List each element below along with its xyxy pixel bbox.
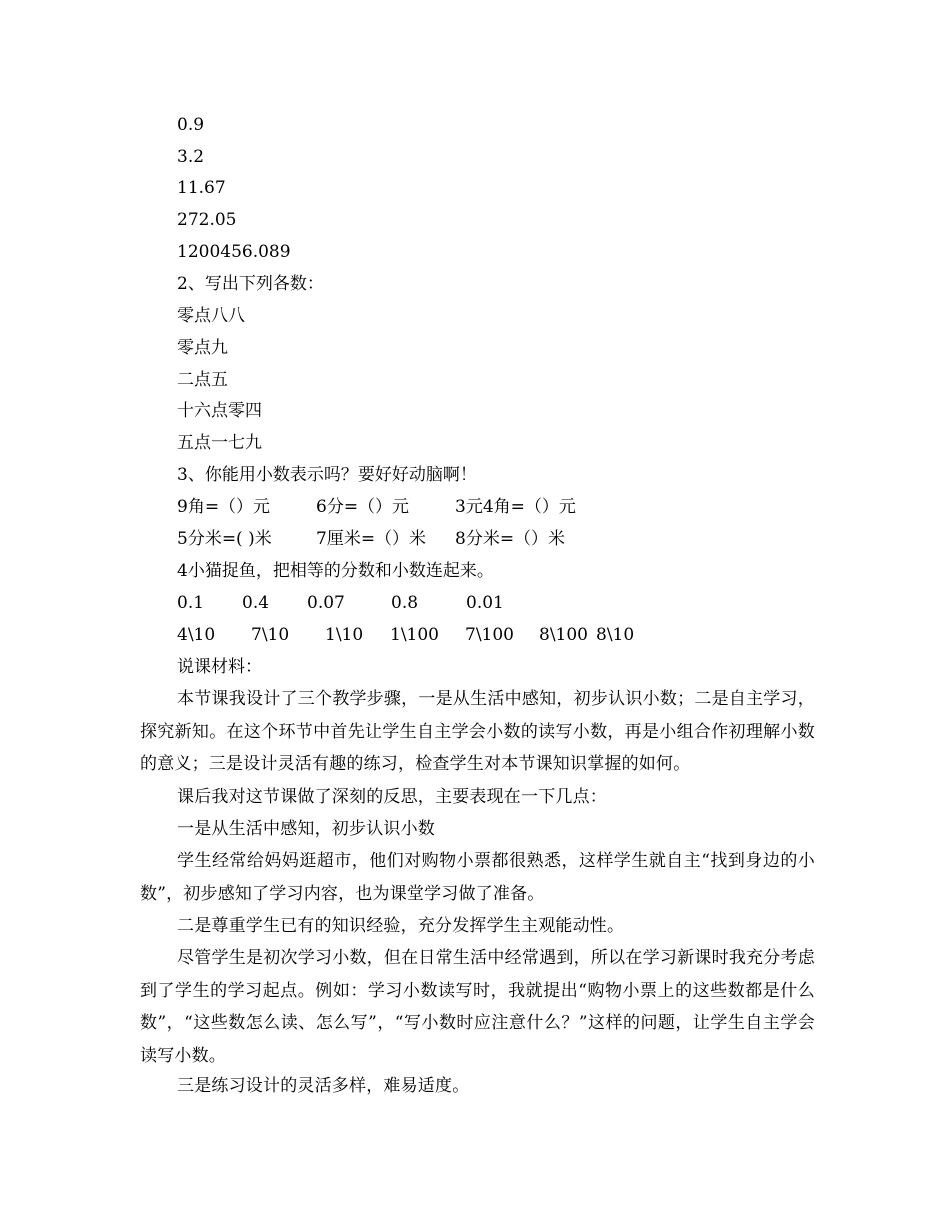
paragraph-point-2: 二是尊重学生已有的知识经验，充分发挥学生主观能动性。 (177, 916, 625, 936)
q4-decimals-row (177, 593, 504, 613)
q3-blank: 7厘米=（）米 (316, 529, 427, 549)
q2-item: 五点一七九 (177, 433, 262, 453)
q3-blank: 6分=（）元 (316, 497, 410, 517)
question-2-title: 2、写出下列各数： (177, 274, 324, 294)
q4-fractions-row (177, 625, 634, 645)
paragraph-reflection: 课后我对这节课做了深刻的反思，主要表现在一下几点： (177, 787, 607, 807)
paragraph-point-1: 一是从生活中感知，初步认识小数 (177, 819, 435, 839)
q3-blank: 3元4角=（）元 (455, 497, 576, 517)
q3-row-2 (177, 529, 565, 549)
q4-fraction: 8\10 (596, 625, 635, 645)
q2-item: 十六点零四 (177, 401, 262, 421)
q4-decimal: 0.07 (307, 593, 345, 613)
q4-fraction: 7\100 (465, 625, 514, 645)
q4-fraction: 1\10 (325, 625, 364, 645)
q3-blank: 9角=（）元 (177, 497, 271, 517)
q4-fraction: 4\10 (177, 625, 216, 645)
q3-row-1 (177, 497, 576, 517)
number-item: 272.05 (177, 210, 237, 230)
q4-decimal: 0.01 (466, 593, 504, 613)
q4-decimal: 0.4 (242, 593, 270, 613)
q4-fraction: 8\100 (539, 625, 588, 645)
q4-decimal: 0.1 (177, 593, 205, 613)
number-item: 0.9 (177, 115, 205, 135)
paragraph-supermarket: 学生经常给妈妈逛超市，他们对购物小票都很熟悉，这样学生就自主“找到身边的小数”，初步感知了学习内容，也为课堂学习做了准备。 (140, 851, 815, 904)
q2-item: 二点五 (177, 370, 228, 390)
number-item: 3.2 (177, 147, 205, 167)
paragraph-starting-point: 尽管学生是初次学习小数，但在日常生活中经常遇到，所以在学习新课时我充分考虑到了学生的学习起点。例如：学习小数读写时，我就提出“购物小票上的这些数都是什么数”，“这些数怎么读、怎么写”，“写小数时应注意什么？”这样的问题，让学生自主学会读写小数。 (140, 948, 815, 1066)
number-item: 11.67 (177, 178, 226, 198)
q3-blank: 8分米=（）米 (455, 529, 566, 549)
paragraph-point-3: 三是练习设计的灵活多样，难易适度。 (177, 1076, 470, 1096)
material-title: 说课材料： (177, 657, 262, 677)
paragraph-steps: 本节课我设计了三个教学步骤，一是从生活中感知，初步认识小数；二是自主学习，探究新知。在这个环节中首先让学生自主学会小数的读写小数，再是小组合作初理解小数的意义；三是设计灵活有趣的练习，检查学生对本节课知识掌握的如何。 (140, 689, 815, 774)
number-item: 1200456.089 (177, 242, 291, 262)
q4-decimal: 0.8 (391, 593, 419, 613)
question-3-title: 3、你能用小数表示吗？要好好动脑啊！ (177, 465, 477, 485)
q4-fraction: 1\100 (390, 625, 439, 645)
q2-item: 零点九 (177, 338, 228, 358)
q4-fraction: 7\10 (251, 625, 290, 645)
q2-item: 零点八八 (177, 306, 245, 326)
q3-blank: 5分米=( )米 (177, 529, 272, 549)
question-4-title: 4小猫捉鱼，把相等的分数和小数连起来。 (177, 561, 494, 581)
